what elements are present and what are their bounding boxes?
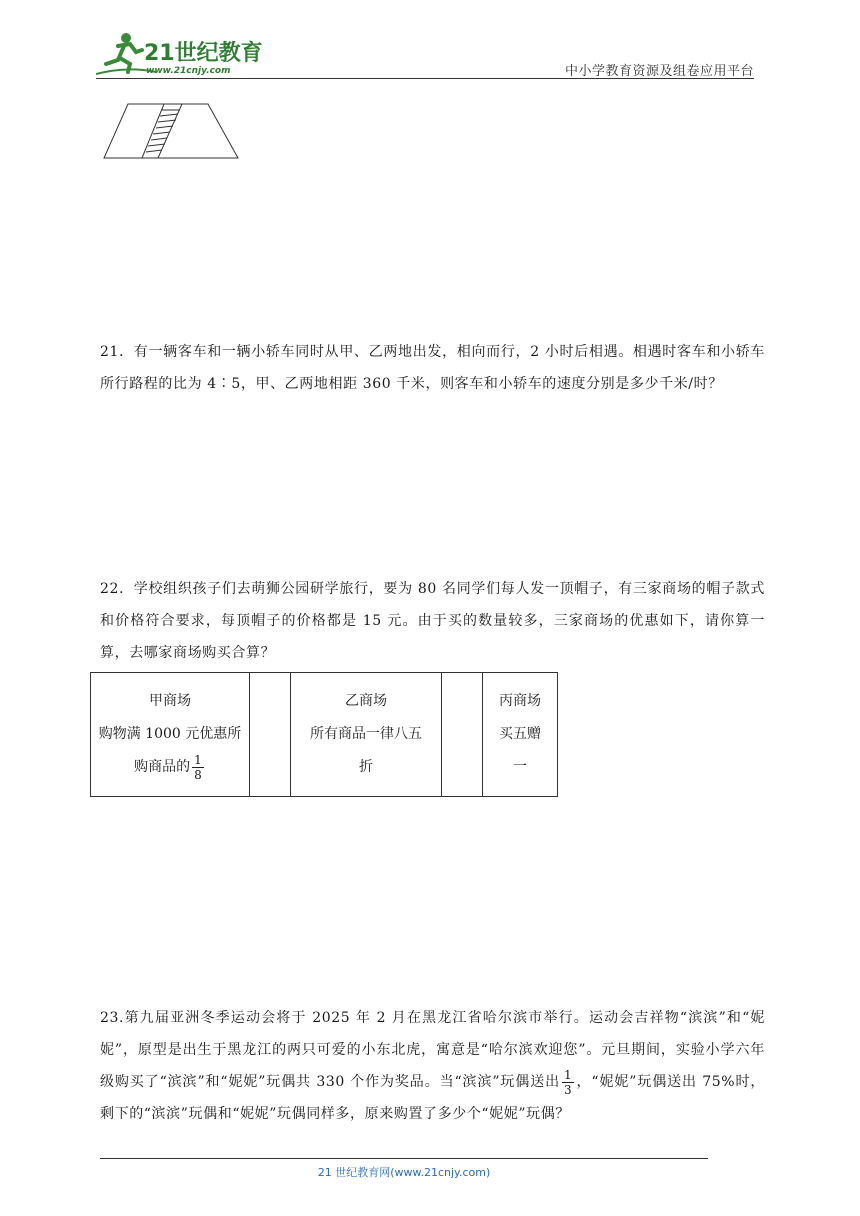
header-divider bbox=[96, 78, 754, 79]
footer-link[interactable]: 21 世纪教育网(www.21cnjy.com) bbox=[317, 1166, 491, 1179]
empty-cell bbox=[250, 673, 291, 797]
header-platform-label: 中小学教育资源及组卷应用平台 bbox=[564, 64, 754, 79]
shop-bing-cell bbox=[483, 673, 558, 797]
fraction-one-eighth: $\frac{1}{8}$ bbox=[194, 752, 202, 782]
question-23-text: 23.第九届亚洲冬季运动会将于 2025 年 2 月在黑龙江省哈尔滨市举行。运动会吉祥物“滨滨”和“妮妮”，原型是出生于黑龙江的两只可爱的小东北虎，寓意是“哈尔滨欢迎您”。元旦期间，实验小学六年级购买了“滨滨”和“妮妮”玩偶共 330 个作为奖品。当“滨滨”玩偶送出 $\frac{1}{3}$ ，“妮妮”玩偶送出 75%时，剩下的“滨滨”玩偶和“妮妮”玩偶同样多，原来购置了多少个“妮妮”玩偶？ bbox=[100, 1010, 765, 1122]
site-logo bbox=[96, 30, 266, 78]
shop-bing-name: 丙商场 bbox=[499, 693, 541, 709]
footer-divider bbox=[100, 1158, 708, 1159]
shop-jia-cell bbox=[91, 673, 250, 797]
shop-bing-offer-line1: 买五赠 bbox=[499, 726, 541, 742]
shop-jia-offer-line2: 购商品的 $\frac{1}{8}$ bbox=[134, 752, 202, 782]
question-23 bbox=[100, 1002, 765, 1130]
shop-yi-cell bbox=[291, 673, 442, 797]
runner-logo-icon bbox=[96, 30, 266, 78]
trapezoid-figure bbox=[100, 100, 242, 162]
question-21 bbox=[100, 336, 765, 400]
question-21-text: 21．有一辆客车和一辆小轿车同时从甲、乙两地出发，相向而行，2 小时后相遇。相遇时客车和小轿车所行路程的比为 4∶5，甲、乙两地相距 360 千米，则客车和小轿车的速度分别是多少千米/时？ bbox=[100, 344, 765, 392]
empty-cell bbox=[442, 673, 483, 797]
question-22-text: 22．学校组织孩子们去萌狮公园研学旅行，要为 80 名同学们每人发一顶帽子，有三家商场的帽子款式和价格符合要求，每顶帽子的价格都是 15 元。由于买的数量较多，三家商场的优惠如下，请你算一算，去哪家商场购买合算？ bbox=[100, 581, 765, 661]
discount-table bbox=[90, 672, 558, 797]
shop-yi-name: 乙商场 bbox=[345, 693, 387, 709]
shop-yi-offer-line2: 折 bbox=[359, 759, 373, 775]
brand-text: 21世纪教育 bbox=[144, 41, 263, 66]
shop-bing-offer-line2: 一 bbox=[513, 759, 527, 775]
shop-jia-name: 甲商场 bbox=[149, 693, 191, 709]
shop-jia-offer-line1: 购物满 1000 元优惠所 bbox=[98, 726, 242, 742]
shop-yi-offer-line1: 所有商品一律八五 bbox=[310, 726, 422, 742]
brand-url: www.21cnjy.com bbox=[146, 66, 231, 76]
fraction-one-third: $\frac{1}{3}$ bbox=[563, 1067, 573, 1097]
question-22 bbox=[100, 573, 765, 669]
